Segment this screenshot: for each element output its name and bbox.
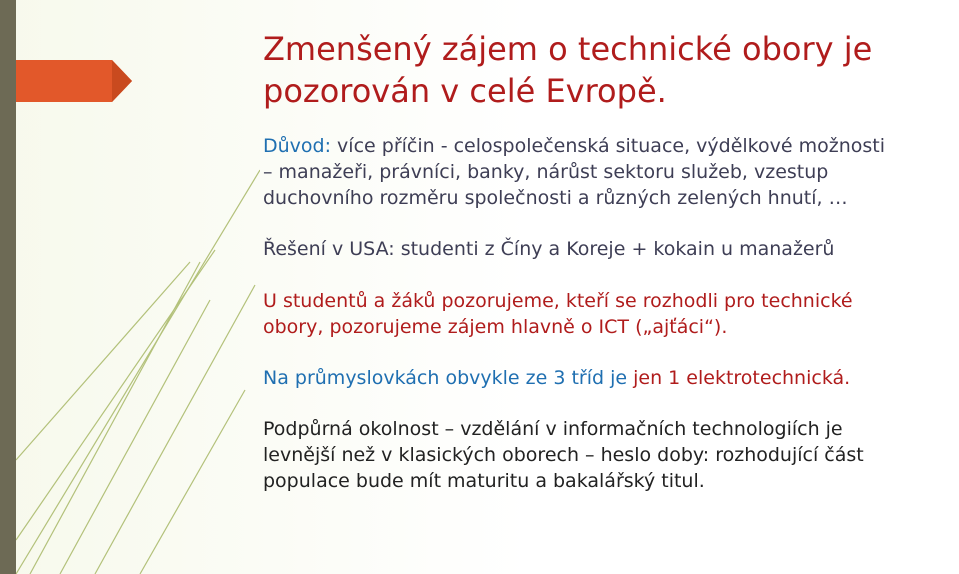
supporting-line-2: levnější než v klasických oborech – heslo doby: rozhodující část [263, 444, 864, 466]
title-line-1: Zmenšený zájem o technické obory je [263, 30, 873, 68]
reason-paragraph [263, 133, 885, 211]
technical-schools-paragraph [263, 365, 850, 391]
usa-solution-line: Řešení v USA: studenti z Číny a Koreje + kokain u manažerů [263, 238, 835, 260]
accent-arrow-shape [0, 58, 136, 104]
reason-line-3: duchovního rozměru společnosti a různých zelených hnutí, … [263, 187, 848, 209]
slide-title [263, 28, 943, 112]
supporting-line-1: Podpůrná okolnost – vzdělání v informačních technologiích je [263, 418, 843, 440]
technical-schools-blue-text: Na průmyslovkách obvykle ze 3 tříd je [263, 367, 634, 389]
title-line-2: pozorován v celé Evropě. [263, 72, 667, 110]
reason-label: Důvod: [263, 135, 332, 157]
supporting-line-3: populace bude mít maturitu a bakalářský titul. [263, 470, 705, 492]
students-line-2: obory, pozorujeme zájem hlavně o ICT („ajťáci“). [263, 316, 728, 338]
reason-line-1: více příčin - celospolečenská situace, výdělkové možnosti [331, 135, 885, 157]
students-paragraph [263, 288, 853, 340]
usa-solution-paragraph [263, 236, 834, 262]
reason-line-2: – manažeři, právníci, banky, nárůst sektoru služeb, vzestup [263, 161, 829, 183]
students-line-1: U studentů a žáků pozorujeme, kteří se rozhodli pro technické [263, 290, 853, 312]
supporting-circumstance-paragraph [263, 416, 864, 494]
technical-schools-red-text: jen 1 elektrotechnická. [633, 367, 851, 389]
